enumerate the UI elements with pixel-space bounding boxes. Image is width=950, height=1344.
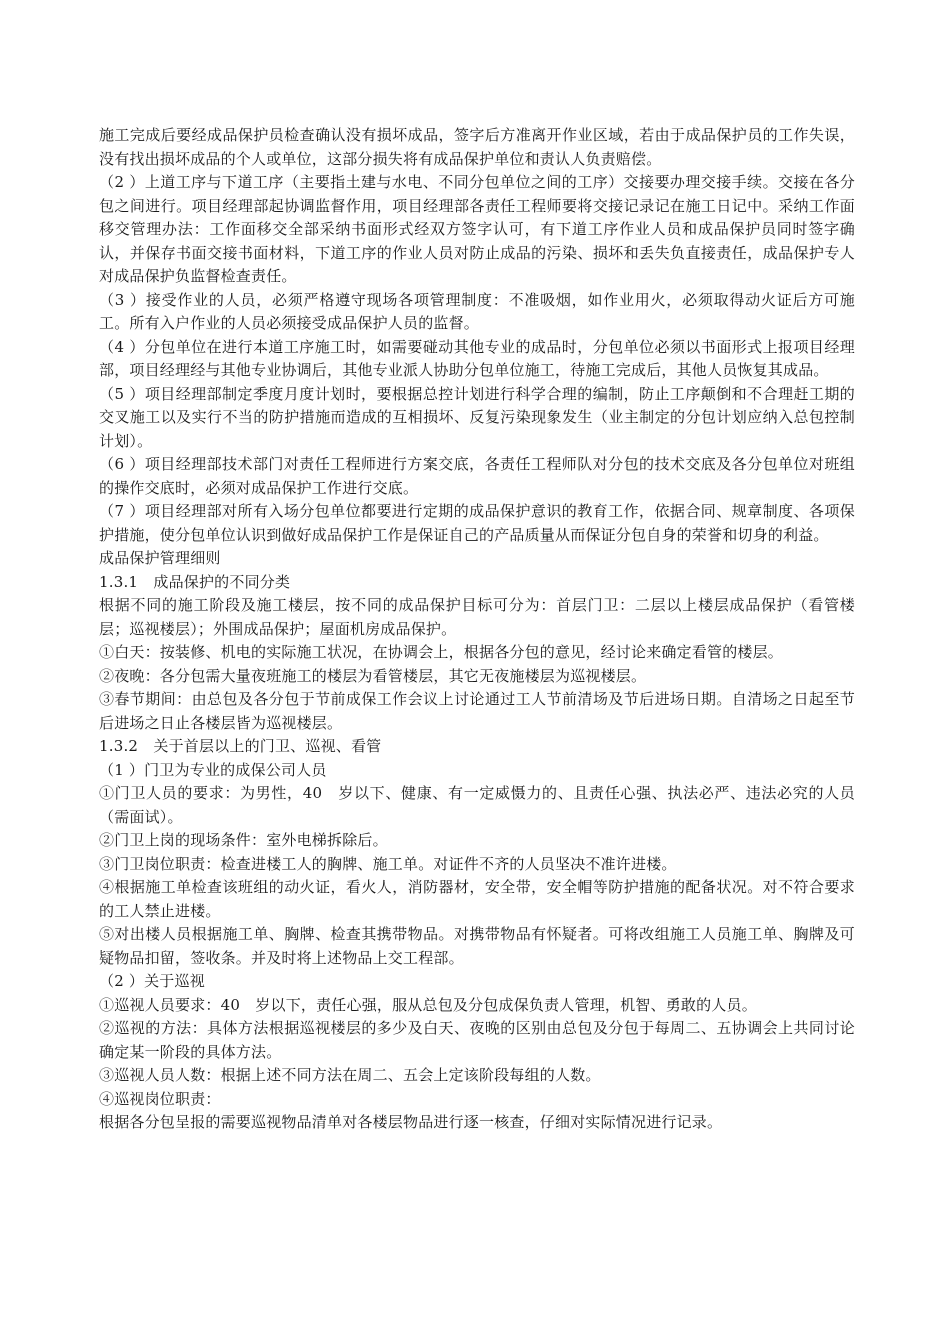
paragraph-item-7-education: （7 ）项目经理部对所有入场分包单位都要进行定期的成品保护意识的教育工作，依据合同、规章制度、各项保护措施，使分包单位认识到做好成品保护工作是保证自己的产品质量从而保证分包自身的荣誉和切身的利益。 [99, 502, 855, 544]
paragraph-item-5-planning: （5 ）项目经理部制定季度月度计划时，要根据总控计划进行科学合理的编制，防止工序颠倒和不合理赶工期的交叉施工以及实行不当的防护措施而造成的互相损坏、反复污染现象发生（业主制定的分包计划应纳入总包控制计划）。 [99, 384, 855, 450]
list-item-guard-duties: ③门卫岗位职责：检查进楼工人的胸牌、施工单。对证件不齐的人员坚决不准许进楼。 [99, 854, 677, 873]
document-body [99, 124, 855, 1135]
list-item-patrol-headcount: ③巡视人员人数：根据上述不同方法在周二、五会上定该阶段每组的人数。 [99, 1066, 601, 1084]
list-item-guard-check: ④根据施工单检查该班组的动火证，看火人，消防器材，安全带，安全帽等防护措施的配备状况。对不符合要求的工人禁止进楼。 [99, 878, 855, 920]
paragraph-item-4-subcontractor: （4 ）分包单位在进行本道工序施工时，如需要碰动其他专业的成品时，分包单位必须以书面形式上报项目经理部，项目经理经与其他专业协调后，其他专业派人协助分包单位施工，待施工完成后，其他人员恢复其成品。 [99, 337, 855, 379]
paragraph-patrol-checklist: 根据各分包呈报的需要巡视物品清单对各楼层物品进行逐一核查，仔细对实际情况进行记录。 [99, 1113, 723, 1131]
subheading-patrol: （2 ）关于巡视 [99, 972, 205, 990]
list-item-guard-requirements: ①门卫人员的要求：为男性，40 岁以下、健康、有一定威慑力的、且责任心强、执法必严、违法必究的人员（需面试）。 [99, 784, 855, 826]
list-item-patrol-method: ②巡视的方法：具体方法根据巡视楼层的多少及白天、夜晚的区别由总包及分包于每周二、五协调会上共同讨论确定某一阶段的具体方法。 [99, 1019, 855, 1061]
heading-protection-rules: 成品保护管理细则 [99, 549, 221, 567]
paragraph-item-6-technical-briefing: （6 ）项目经理部技术部门对责任工程师进行方案交底，各责任工程师队对分包的技术交底及各分包单位对班组的操作交底时，必须对成品保护工作进行交底。 [99, 455, 855, 497]
heading-1-3-2: 1.3.2 关于首层以上的门卫、巡视、看管 [99, 737, 382, 755]
list-item-patrol-duties: ④巡视岗位职责： [99, 1089, 221, 1108]
list-item-spring-festival: ③春节期间：由总包及各分包于节前成保工作会议上讨论通过工人节前清场及节后进场日期。自清场之日起至节后进场之日止各楼层皆为巡视楼层。 [99, 690, 855, 732]
list-item-daytime: ①白天：按装修、机电的实际施工状况，在协调会上，根据各分包的意见，经讨论来确定看管的楼层。 [99, 643, 784, 661]
heading-1-3-1: 1.3.1 成品保护的不同分类 [99, 572, 291, 591]
list-item-guard-exit: ⑤对出楼人员根据施工单、胸牌、检查其携带物品。对携带物品有怀疑者。可将改组施工人员施工单、胸牌及可疑物品扣留，签收条。并及时将上述物品上交工程部。 [99, 925, 855, 967]
list-item-patrol-requirements: ①巡视人员要求：40 岁以下，责任心强，服从总包及分包成保负责人管理，机智、勇敢的人员。 [99, 995, 757, 1014]
list-item-night: ②夜晚：各分包需大量夜班施工的楼层为看管楼层，其它无夜施楼层为巡视楼层。 [99, 666, 647, 685]
list-item-guard-conditions: ②门卫上岗的现场条件：室外电梯拆除后。 [99, 831, 388, 849]
subheading-guard: （1 ）门卫为专业的成保公司人员 [99, 760, 327, 779]
paragraph-classification: 根据不同的施工阶段及施工楼层，按不同的成品保护目标可分为：首层门卫：二层以上楼层成品保护（看管楼层；巡视楼层）；外围成品保护；屋面机房成品保护。 [99, 596, 855, 638]
paragraph-item-3-site-rules: （3 ）接受作业的人员，必须严格遵守现场各项管理制度：不准吸烟，如作业用火，必须取得动火证后方可施工。所有入户作业的人员必须接受成品保护人员的监督。 [99, 290, 855, 332]
paragraph-item-2-handover: （2 ）上道工序与下道工序（主要指土建与水电、不同分包单位之间的工序）交接要办理交接手续。交接在各分包之间进行。项目经理部起协调监督作用，项目经理部各责任工程师要将交接记录记在施工日记中。采纳工作面移交管理办法：工作面移交全部采纳书面形式经双方签字认可，有下道工序作业人员和成品保护员同时签字确认，并保存书面交接书面材料，下道工序的作业人员对防止成品的污染、损坏和丢失负直接责任，成品保护专人对成品保护负监督检查责任。 [99, 173, 855, 285]
paragraph-damage-liability: 施工完成后要经成品保护员检查确认没有损坏成品，签字后方准离开作业区域，若由于成品保护员的工作失误，没有找出损坏成品的个人或单位，这部分损失将有成品保护单位和责认人负责赔偿。 [99, 126, 855, 168]
